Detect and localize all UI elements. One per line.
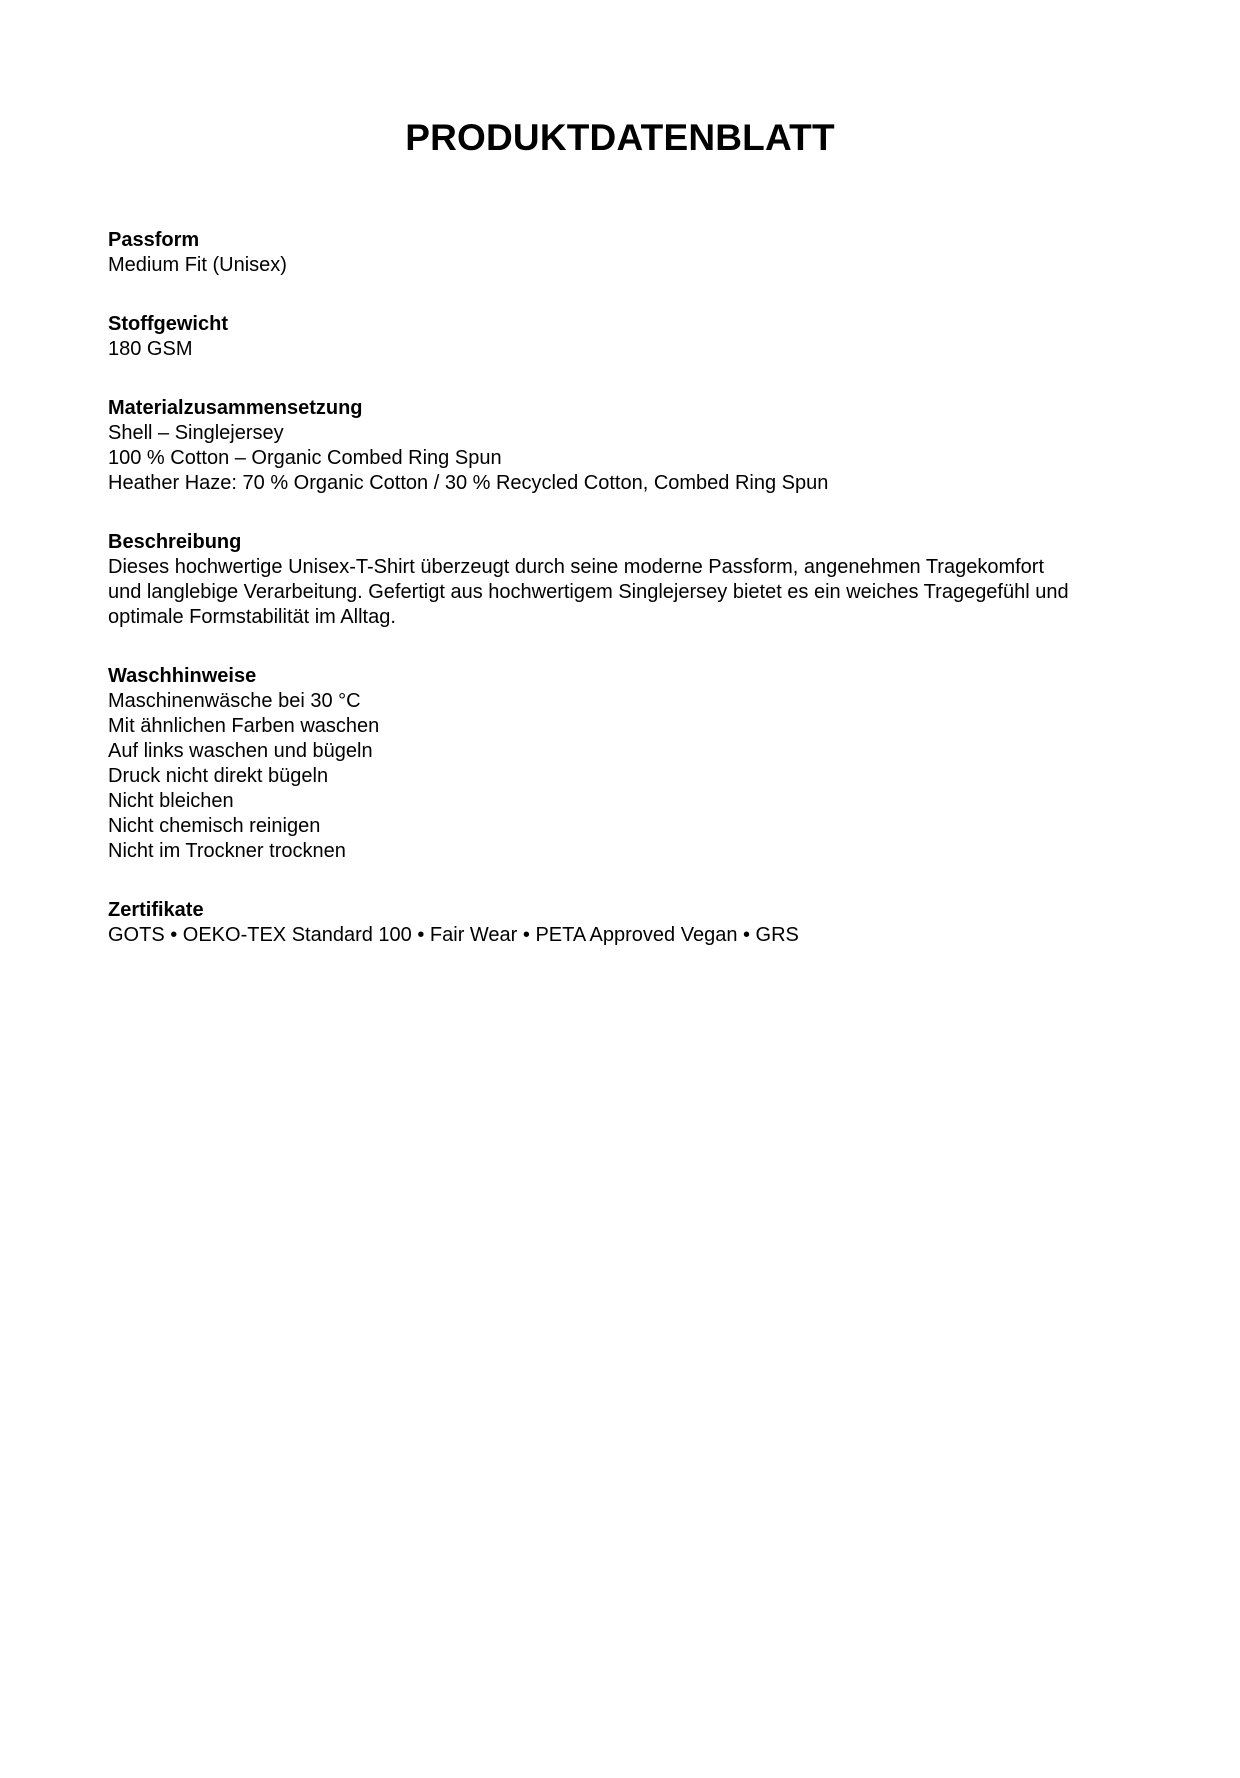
section-line: 180 GSM: [108, 338, 193, 360]
document-title: PRODUKTDATENBLATT: [405, 117, 835, 158]
section-heading: Waschhinweise: [108, 665, 257, 687]
section-line: 100 % Cotton – Organic Combed Ring Spun: [108, 447, 502, 469]
care-instruction: Auf links waschen und bügeln: [108, 740, 373, 762]
section-line: Medium Fit (Unisex): [108, 254, 287, 276]
description-line: Dieses hochwertige Unisex-T-Shirt überzeugt durch seine moderne Passform, angenehmen Tragekomfort: [108, 556, 1045, 578]
description-line: und langlebige Verarbeitung. Gefertigt aus hochwertigem Singlejersey bietet es ein weiches Tragegefühl und: [108, 581, 1069, 603]
certificates-line: GOTS • OEKO-TEX Standard 100 • Fair Wear • PETA Approved Vegan • GRS: [108, 924, 799, 946]
section-heading: Zertifikate: [108, 899, 204, 921]
section-heading: Materialzusammensetzung: [108, 397, 363, 419]
section-passform: [108, 228, 1138, 278]
section-zertifikate: [108, 898, 1138, 948]
section-heading: Beschreibung: [108, 531, 242, 553]
section-materialzusammensetzung: [108, 396, 1138, 496]
care-instruction: Nicht chemisch reinigen: [108, 815, 321, 837]
section-beschreibung: [108, 530, 1138, 630]
care-instruction: Druck nicht direkt bügeln: [108, 765, 329, 787]
section-heading: Passform: [108, 229, 200, 251]
care-instruction: Nicht im Trockner trocknen: [108, 840, 346, 862]
section-waschhinweise: [108, 664, 1138, 864]
section-line: Shell – Singlejersey: [108, 422, 284, 444]
section-stoffgewicht: [108, 312, 1138, 362]
section-heading: Stoffgewicht: [108, 313, 228, 335]
care-instruction: Mit ähnlichen Farben waschen: [108, 715, 380, 737]
care-instruction: Nicht bleichen: [108, 790, 234, 812]
section-line: Heather Haze: 70 % Organic Cotton / 30 % Recycled Cotton, Combed Ring Spun: [108, 472, 829, 494]
description-line: optimale Formstabilität im Alltag.: [108, 606, 396, 628]
document-body: [108, 228, 1138, 982]
care-instruction: Maschinenwäsche bei 30 °C: [108, 690, 361, 712]
